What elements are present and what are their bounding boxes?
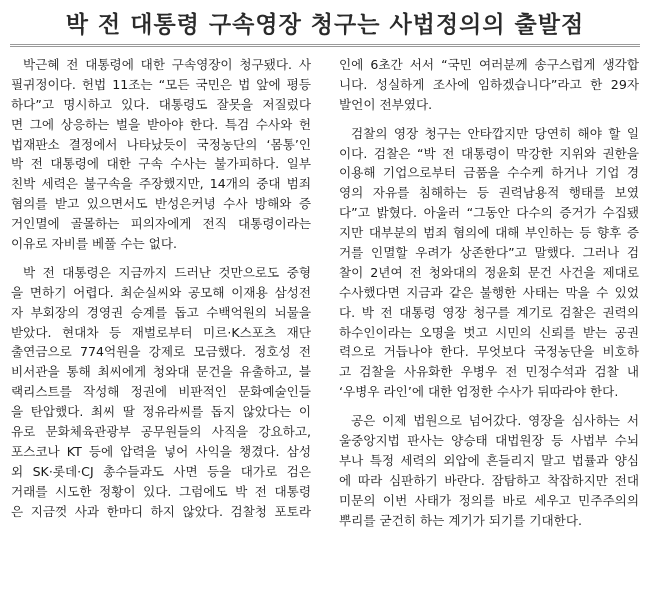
article-line: 인에 6초간 서서 “국민 여러분께 송구스럽게 생각합 bbox=[339, 57, 639, 72]
article-line: 거인멸에 골몰하는 피의자에게 전직 대통령이라는 bbox=[11, 216, 311, 232]
article-line: 니다. 성실하게 조사에 임하겠습니다”라고 한 29자 bbox=[339, 76, 639, 92]
article-line: 하다”고 명시하고 있다. 대통령도 잘못을 저질렀다 bbox=[11, 96, 311, 112]
article-line: 이다. 검찰은 “박 전 대통령이 막강한 지위와 권한을 bbox=[339, 145, 639, 161]
headline-rule-top bbox=[10, 44, 640, 45]
article-line: 을 면하기 어렵다. 최순실씨와 공모해 이재용 삼성전 bbox=[11, 284, 311, 300]
article-line: 유로 문화체육관광부 공무원들의 사직을 강요하고, bbox=[11, 424, 311, 440]
article-line: 검찰의 영장 청구는 안타깝지만 당연히 해야 할 일 bbox=[351, 125, 639, 141]
article-line: 법재판소 결정에서 나타났듯이 국정농단의 ‘몸통’인 bbox=[11, 136, 311, 152]
article-line: 친박 세력은 불구속을 주장했지만, 14개의 중대 범죄 bbox=[11, 176, 311, 192]
article-line: 력으로 거듭나야 한다. 무엇보다 국정농단을 비호하 bbox=[339, 344, 639, 360]
article-line: 공은 이제 법원으로 넘어갔다. 영장을 심사하는 서 bbox=[351, 413, 639, 429]
article-line: 자 부회장의 경영권 승계를 돕고 수백억원의 뇌물을 bbox=[11, 304, 311, 320]
article-column-right bbox=[339, 55, 639, 530]
article-line: 포스코나 KT 등에 압력을 넣어 사익을 챙겼다. 삼성 bbox=[11, 443, 311, 459]
article-line: 이용해 기업으로부터 금품을 수수케 하거나 기업 경 bbox=[339, 165, 639, 181]
article-line: 받았다. 현대차 등 재벌로부터 미르·K스포츠 재단 bbox=[11, 324, 311, 340]
article-line: 영의 자유를 침해하는 등 권력남용적 행태를 보였 bbox=[339, 185, 639, 201]
article-line: 다. 박 전 대통령 영장 청구를 계기로 검찰은 권력의 bbox=[339, 304, 639, 320]
article-line: 박 전 대통령에 대한 구속 수사는 불가피하다. 일부 bbox=[11, 156, 311, 172]
article-line: 이유로 자비를 베풀 수는 없다. bbox=[11, 236, 178, 252]
article-line: 랙리스트를 작성해 정권에 비판적인 문화예술인들 bbox=[11, 384, 311, 400]
article-line: 부나 특정 세력의 외압에 흔들리지 말고 법률과 양심 bbox=[339, 452, 639, 468]
article-line: 은 지금껏 사과 한마디 하지 않았다. 검찰청 포토라 bbox=[11, 503, 311, 519]
article-line: 을 탄압했다. 최씨 딸 정유라씨를 돕지 않았다는 이 bbox=[11, 404, 311, 420]
article-line: 발언이 전부였다. bbox=[339, 96, 433, 112]
article-line: 수사했다면 지금과 같은 불행한 사태는 막을 수 있었 bbox=[339, 284, 639, 300]
article-line: 고 검찰을 사유화한 우병우 전 민정수석과 검찰 내 bbox=[339, 364, 639, 380]
article-line: 에 따라 심판하기 바란다. 잠탐하고 착잡하지만 전대 bbox=[339, 472, 639, 488]
article-line: 박근혜 전 대통령에 대한 구속영장이 청구됐다. 사 bbox=[23, 57, 311, 72]
article-line: 하수인이라는 오명을 벗고 시민의 신뢰를 받는 공권 bbox=[339, 324, 639, 340]
article-line: 혐의를 받고 있으면서도 반성은커녕 수사 방해와 증 bbox=[11, 196, 311, 212]
article-line: 다”고 밝혔다. 아울러 “그동안 다수의 증거가 수집됐 bbox=[339, 205, 639, 221]
article-line: 찰이 2년여 전 청와대의 정윤회 문건 사건을 제대로 bbox=[339, 264, 639, 280]
article-column-left bbox=[11, 55, 311, 521]
article-line: 울중앙지법 판사는 양승태 대법원장 등 사법부 수뇌 bbox=[339, 433, 639, 449]
article-line: 면 그에 상응하는 벌을 받아야 한다. 특검 수사와 헌 bbox=[11, 116, 311, 132]
article-line: 박 전 대통령은 지금까지 드러난 것만으로도 중형 bbox=[23, 264, 311, 280]
article-line: ‘우병우 라인’에 대한 엄정한 수사가 뒤따라야 한다. bbox=[339, 384, 619, 400]
article-line: 필귀정이다. 헌법 11조는 “모든 국민은 법 앞에 평등 bbox=[11, 76, 311, 92]
article-line: 거래를 시도한 정황이 있다. 그럼에도 박 전 대통령 bbox=[11, 483, 311, 499]
article-line: 외 SK·롯데·CJ 총수들과도 사면 등을 대가로 검은 bbox=[11, 463, 311, 479]
article-line: 거를 인멸할 우려가 상존한다”고 말했다. 그러나 검 bbox=[339, 245, 639, 261]
article-line: 비서관을 통해 최씨에게 청와대 문건을 유출하고, 블 bbox=[11, 364, 311, 380]
article-line: 출연금으로 774억원을 강제로 모금했다. 정호성 전 bbox=[11, 344, 311, 360]
article-line: 뿌리를 굳건히 하는 계기가 되기를 기대한다. bbox=[339, 512, 582, 528]
headline-rule-bottom bbox=[10, 46, 640, 47]
article-line: 지만 대부분의 범죄 혐의에 대해 부인하는 등 향후 증 bbox=[339, 225, 639, 241]
headline: 박 전 대통령 구속영장 청구는 사법정의의 출발점 bbox=[65, 10, 585, 38]
article-line: 미문의 이번 사태가 정의를 바로 세우고 민주주의의 bbox=[339, 492, 639, 508]
